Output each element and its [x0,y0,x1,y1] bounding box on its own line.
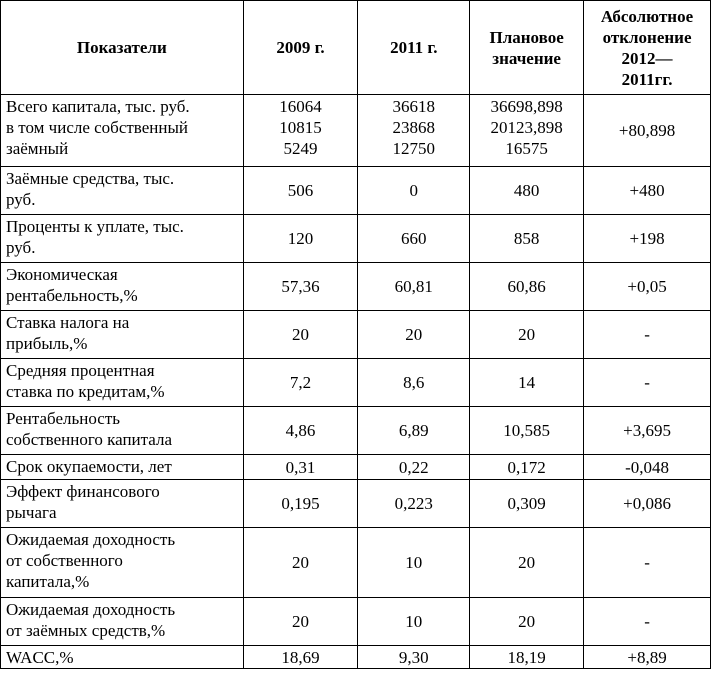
table-row [1,598,711,646]
row-label-line: от собственного [6,551,123,570]
cell-2009: 20 [243,598,358,646]
cell-2011: 660 [358,215,470,263]
header-deviation-line: отклонение [602,27,692,47]
row-label [1,528,244,598]
row-label-line: Срок окупаемости, лет [6,457,172,476]
table-row [1,528,711,598]
row-label-line: Проценты к уплате, тыс. [6,217,184,236]
cell-deviation: +198 [584,215,711,263]
row-label-line: собственного капитала [6,430,173,449]
cell-value: 36618 [392,97,436,116]
table-row [1,215,711,263]
cell-deviation: +80,898 [584,95,711,167]
row-label-line: Рентабельность [6,409,121,428]
cell-deviation: - [584,311,711,359]
header-2011: 2011 г. [358,1,470,95]
cell-2009: 506 [243,167,358,215]
cell-planned: 20 [470,598,584,646]
cell-2009: 0,31 [243,455,358,480]
row-label-line: Экономическая [6,265,118,284]
cell-2009: 120 [243,215,358,263]
cell-value: 23868 [392,118,436,137]
cell-planned: 0,172 [470,455,584,480]
row-label [1,598,244,646]
cell-planned: 0,309 [470,480,584,528]
cell-deviation: +480 [584,167,711,215]
row-label [1,407,244,455]
cell-deviation: +3,695 [584,407,711,455]
header-planned [470,1,584,95]
table-row [1,646,711,669]
cell-2011 [358,95,470,167]
cell-value: 5249 [283,139,318,158]
row-label [1,95,244,167]
cell-deviation: +0,086 [584,480,711,528]
table-row [1,311,711,359]
row-label-line: WACC,% [6,648,74,667]
row-label-line: рентабельность,% [6,286,138,305]
row-label-line: прибыль,% [6,334,88,353]
cell-2011: 9,30 [358,646,470,669]
header-planned-line: значение [492,48,561,68]
row-label [1,311,244,359]
row-label-line: заёмный [6,139,69,158]
cell-2009: 0,195 [243,480,358,528]
header-deviation-line: Абсолютное [600,6,694,26]
row-label-line: рычага [6,503,57,522]
cell-planned [470,95,584,167]
row-label-line: ставка по кредитам,% [6,382,165,401]
cell-value: 10815 [279,118,322,137]
row-label [1,263,244,311]
cell-planned: 20 [470,528,584,598]
header-indicator: Показатели [1,1,244,95]
row-label [1,646,244,669]
header-2009: 2009 г. [243,1,358,95]
row-label-line: Заёмные средства, тыс. [6,169,175,188]
table-row [1,167,711,215]
cell-value: 16575 [505,139,548,158]
header-deviation-line: 2011гг. [621,69,673,89]
header-deviation-line: 2012— [621,48,673,68]
header-planned-line: Плановое [489,27,564,47]
cell-planned: 60,86 [470,263,584,311]
cell-planned: 10,585 [470,407,584,455]
cell-2011: 0,22 [358,455,470,480]
row-label [1,359,244,407]
row-label [1,167,244,215]
row-label-line: от заёмных средств,% [6,621,166,640]
row-label-line: Ожидаемая доходность [6,530,176,549]
row-label [1,480,244,528]
table-row [1,263,711,311]
cell-planned: 858 [470,215,584,263]
cell-deviation: +0,05 [584,263,711,311]
row-label-line: Ставка налога на [6,313,130,332]
cell-value: 12750 [392,139,436,158]
cell-2009: 20 [243,528,358,598]
cell-2009 [243,95,358,167]
cell-value: 20123,898 [490,118,563,137]
cell-planned: 18,19 [470,646,584,669]
cell-2009: 18,69 [243,646,358,669]
row-label-line: Эффект финансового [6,482,160,501]
table-row [1,359,711,407]
cell-2011: 8,6 [358,359,470,407]
cell-deviation: +8,89 [584,646,711,669]
cell-value: 16064 [279,97,322,116]
cell-deviation: - [584,359,711,407]
cell-2009: 4,86 [243,407,358,455]
cell-2011: 60,81 [358,263,470,311]
table-row [1,95,711,167]
row-label-line: Всего капитала, тыс. руб. [6,97,190,116]
cell-2011: 10 [358,598,470,646]
cell-deviation: -0,048 [584,455,711,480]
cell-2011: 6,89 [358,407,470,455]
header-row [1,1,711,95]
cell-2009: 57,36 [243,263,358,311]
cell-2009: 20 [243,311,358,359]
cell-deviation: - [584,598,711,646]
row-label-line: капитала,% [6,572,90,591]
row-label [1,455,244,480]
row-label-line: в том числе собственный [6,118,188,137]
cell-deviation: - [584,528,711,598]
row-label-line: руб. [6,238,36,257]
table-row [1,455,711,480]
cell-2011: 0,223 [358,480,470,528]
cell-2009: 7,2 [243,359,358,407]
row-label-line: Средняя процентная [6,361,155,380]
cell-2011: 10 [358,528,470,598]
cell-planned: 20 [470,311,584,359]
header-deviation [584,1,711,95]
table-row [1,407,711,455]
row-label-line: руб. [6,190,36,209]
row-label-line: Ожидаемая доходность [6,600,176,619]
cell-planned: 14 [470,359,584,407]
row-label [1,215,244,263]
cell-2011: 20 [358,311,470,359]
table-row [1,480,711,528]
cell-2011: 0 [358,167,470,215]
cell-planned: 480 [470,167,584,215]
cell-value: 36698,898 [490,97,563,116]
